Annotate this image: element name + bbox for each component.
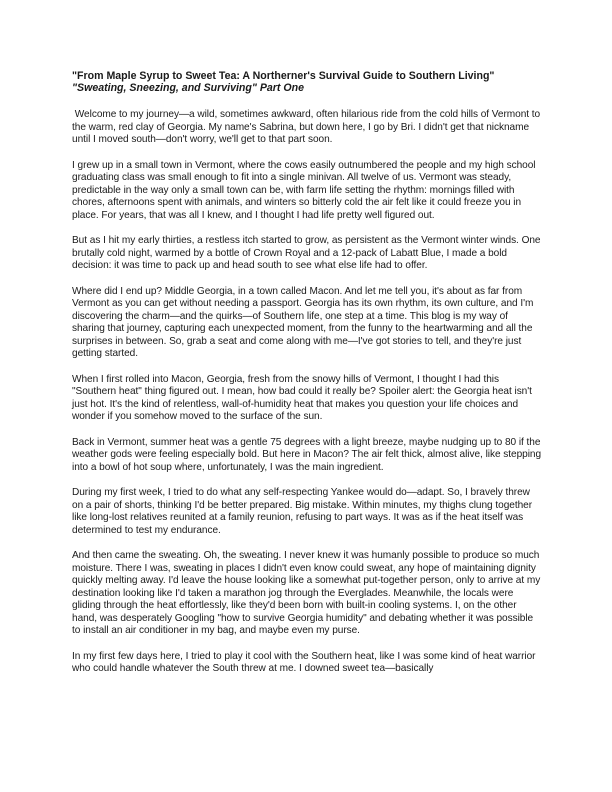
paragraph-3: But as I hit my early thirties, a restless itch started to grow, as persistent as the Vermont winter winds. One brutally cold night, warmed by a bottle of Crown Royal and a 12-pack of Labatt Blue, I made a bold decision: it was time to pack up and head south to see what else life had to offer. (72, 235, 541, 271)
paragraph-9: In my first few days here, I tried to play it cool with the Southern heat, like I was some kind of heat warrior who could handle whatever the South threw at me. I downed sweet tea—basically (72, 650, 536, 674)
paragraph-2: I grew up in a small town in Vermont, where the cows easily outnumbered the people and my high school graduating class was small enough to fit into a single minivan. All twelve of us. Vermont was steady, predictable in the way only a small town can be, with farm life setting the rhythm: mornings filled with chores, afternoons spent with animals, and winters so bitterly cold the air felt like it could freeze you in place. For years, that was all I knew, and I thought I had life pretty well figured out. (72, 159, 536, 221)
document-subtitle: "Sweating, Sneezing, and Surviving" Part One (72, 82, 304, 94)
paragraph-4: Where did I end up? Middle Georgia, in a town called Macon. And let me tell you, it's about as far from Vermont as you can get without needing a passport. Georgia has its own rhythm, its own culture, and I'm discovering the charm—and the quirks—of Southern life, one step at a time. This blog is my way of sharing that journey, capturing each unexpected moment, from the funny to the heartwarming and all the surprises in between. So, grab a seat and come along with me—I've got stories to tell, and they're just getting started. (72, 285, 534, 359)
paragraph-8: And then came the sweating. Oh, the sweating. I never knew it was humanly possible to produce so much moisture. There I was, sweating in places I didn't even know could sweat, any hope of maintaining dignity quickly melting away. I'd leave the house looking like a somewhat put-together person, only to arrive at my destination looking like I'd taken a marathon jog through the Everglades. Meanwhile, the locals were gliding through the heat effortlessly, like they'd been born with built-in cooling systems. I, on the other hand, was desperately Googling "how to survive Georgia humidity" and debating whether it was possible to install an air conditioner in my bag, and maybe even my purse. (72, 550, 541, 636)
paragraph-6: Back in Vermont, summer heat was a gentle 75 degrees with a light breeze, maybe nudging up to 80 if the weather gods were feeling especially bold. But here in Macon? The air felt thick, almost alive, like stepping into a bowl of hot soup where, unfortunately, I was the main ingredient. (72, 436, 542, 473)
document-body (72, 70, 542, 689)
paragraph-7: During my first week, I tried to do what any self-respecting Yankee would do—adapt. So, I bravely threw on a pair of shorts, thinking I'd be better prepared. Big mistake. Within minutes, my thighs clung together like long-lost relatives reunited at a family reunion, refusing to part ways. It was as if the heat itself was determined to test my endurance. (72, 487, 533, 536)
document-title: "From Maple Syrup to Sweet Tea: A Northerner's Survival Guide to Southern Living" (72, 70, 495, 82)
paragraph-1: Welcome to my journey—a wild, sometimes awkward, often hilarious ride from the cold hills of Vermont to the warm, red clay of Georgia. My name's Sabrina, but down here, I go by Bri. I didn't get that nickname until I moved south—don't worry, we'll get to that part soon. (72, 109, 543, 145)
paragraph-5: When I first rolled into Macon, Georgia, fresh from the snowy hills of Vermont, I thought I had this "Southern heat" thing figured out. I mean, how bad could it really be? Spoiler alert: the Georgia heat isn't just hot. It's the kind of relentless, wall-of-humidity heat that makes you question your life choices and wonder if you somehow moved to the surface of the sun. (72, 373, 532, 422)
